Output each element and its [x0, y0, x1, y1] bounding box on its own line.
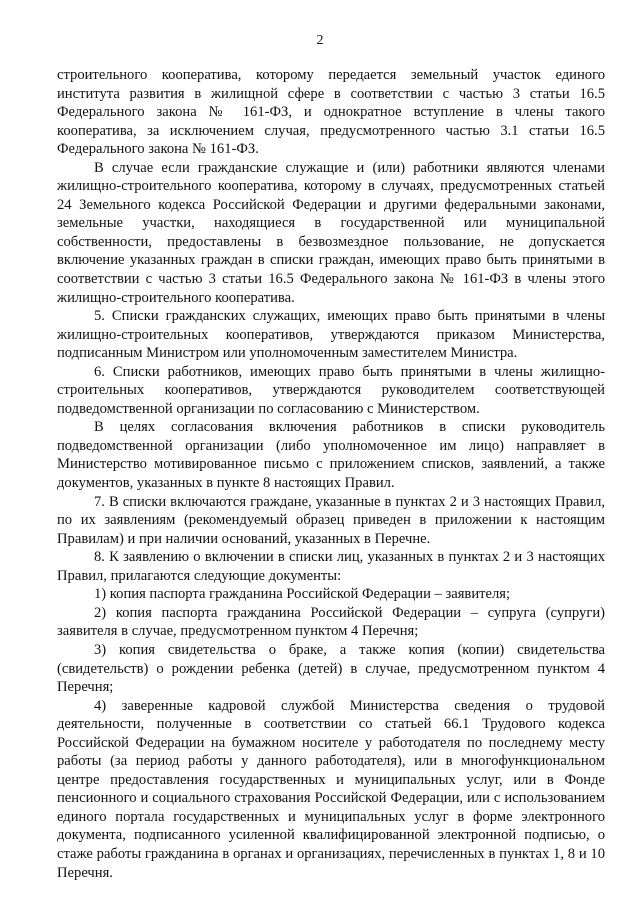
paragraph-item-5: 5. Списки гражданских служащих, имеющих право быть принятыми в члены жилищно-строительных кооперативов, утверждаются приказом Министерства, подписанным Министром или уполномоченным заместителем Министра. [57, 308, 605, 362]
list-item-3: 3) копия свидетельства о браке, а также копия (копии) свидетельства (свидетельств) о рождении ребенка (детей) в случае, предусмотренном пунктом 4 Перечня; [57, 641, 605, 696]
page-number: 2 [316, 33, 324, 48]
list-item-2: 2) копия паспорта гражданина Российской Федерации – супруга (супруги) заявителя в случае, предусмотренном пунктом 4 Перечня; [57, 604, 605, 640]
list-item-4: 4) заверенные кадровой службой Министерства сведения о трудовой деятельности, полученные в соответствии со статьей 66.1 Трудового кодекса Российской Федерации на бумажном носителе у работодателя по последнему месту работы (за период работы у данного работодателя), или в многофункциональном центре предоставления государственных и муниципальных услуг, или в Фонде пенсионного и социального страхования Российской Федерации, или с использованием единого портала государственных и муниципальных услуг в форме электронного документа, подписанного усиленной квалифицированной электронной подписью, о стаже работы гражданина в органах и организациях, перечисленных в пунктах 1, 8 и 10 Перечня. [57, 697, 605, 881]
paragraph-approval: В целях согласования включения работников в списки руководитель подведомственной организации (либо уполномоченное им лицо) направляет в Министерство мотивированное письмо с приложением списков, заявлений, а также документов, указанных в пункте 8 настоящих Правил. [57, 419, 605, 492]
list-item-1: 1) копия паспорта гражданина Российской Федерации – заявителя; [94, 586, 511, 603]
paragraph-item-7: 7. В списки включаются граждане, указанные в пунктах 2 и 3 настоящих Правил, по их заявлениям (рекомендуемый образец приведен в приложении к настоящим Правилам) и при наличии оснований, указанных в Перечне. [57, 493, 605, 547]
paragraph-members-exception: В случае если гражданские служащие и (или) работники являются членами жилищно-строительного кооператива, которому в случаях, предусмотренных статьей 24 Земельного кодекса Российской Федерации и другими федеральными законами, земельные участки, находящиеся в государственной или муниципальной собственности, предоставлены в безвозмездное пользование, не допускается включение указанных граждан в списки граждан, имеющих право быть принятыми в соответствии с частью 3 статьи 16.5 Федерального закона № 161-ФЗ в члены этого жилищно-строительного кооператива. [57, 159, 605, 306]
document-body [57, 66, 605, 882]
paragraph-item-6: 6. Списки работников, имеющих право быть принятыми в члены жилищно-строительных кооперативов, утверждаются руководителем соответствующей подведомственной организации по согласованию с Министерством. [57, 363, 605, 417]
paragraph-continuation: строительного кооператива, которому передается земельный участок единого института развития в жилищной сфере в соответствии с частью 3 статьи 16.5 Федерального закона № 161-ФЗ, и однократное вступление в члены такого кооператива, за исключением случая, предусмотренного частью 3.1 статьи 16.5 Федерального закона № 161-ФЗ. [57, 67, 605, 158]
paragraph-item-8: 8. К заявлению о включении в списки лиц, указанных в пунктах 2 и 3 настоящих Правил, прилагаются следующие документы: [57, 549, 605, 584]
